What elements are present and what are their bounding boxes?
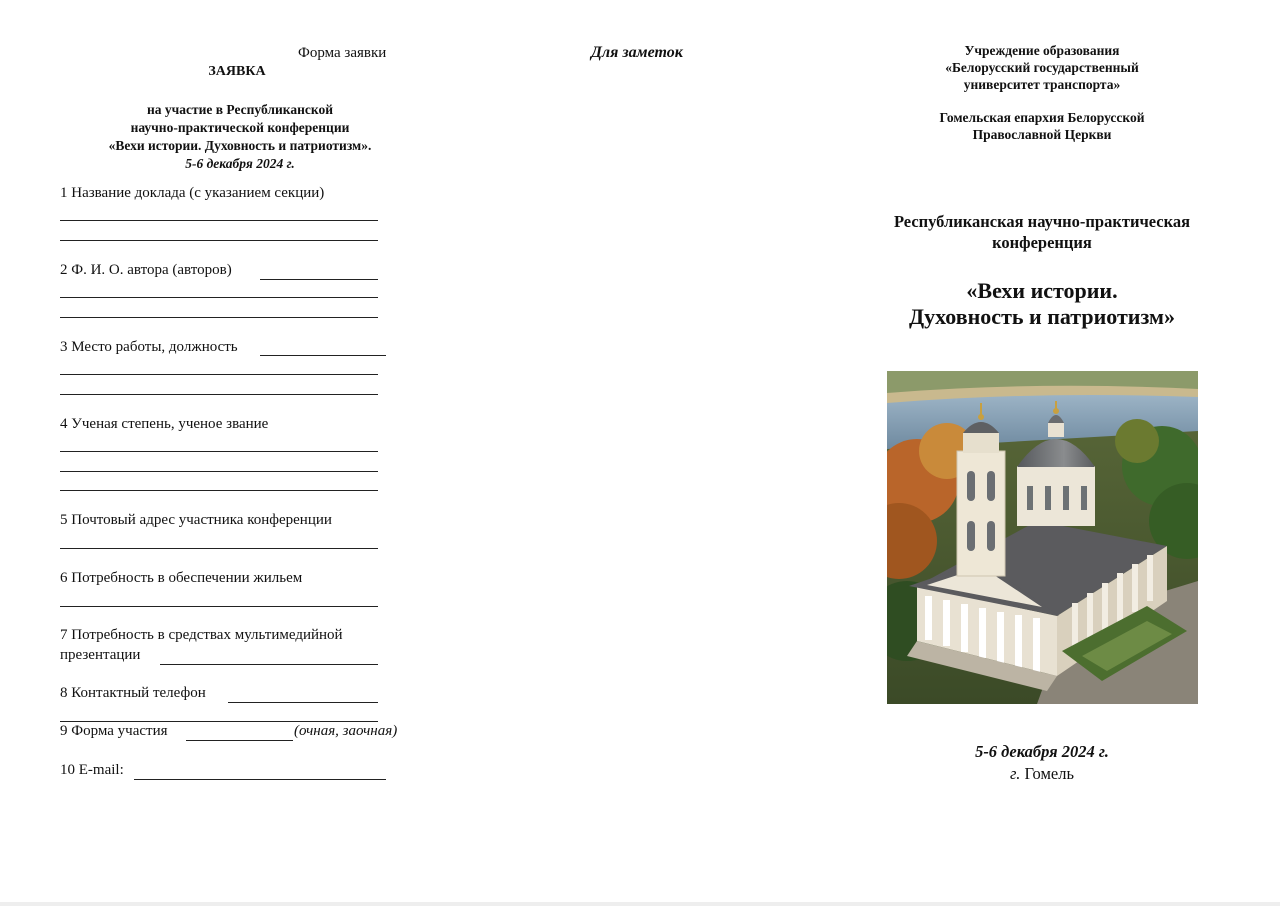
field-author-line[interactable] xyxy=(60,317,378,318)
eparchy-line: Гомельская епархия Белорусской xyxy=(939,110,1145,125)
field-housing-label: 6 Потребность в обеспечении жильем xyxy=(60,570,303,586)
title-line: «Вехи истории. xyxy=(966,278,1118,303)
title-line: Духовность и патриотизм» xyxy=(909,304,1175,329)
field-address-line[interactable] xyxy=(60,548,378,549)
field-author-line[interactable] xyxy=(60,297,378,298)
subheading-line: «Вехи истории. Духовность и патриотизм». xyxy=(108,138,372,153)
field-workplace-line[interactable] xyxy=(60,394,378,395)
field-phone-line[interactable] xyxy=(228,702,378,703)
cathedral-illustration xyxy=(887,371,1198,704)
institution-line: Учреждение образования xyxy=(964,43,1120,58)
field-phone-label: 8 Контактный телефон xyxy=(60,685,206,701)
institution-line: «Белорусский государственный xyxy=(945,60,1139,75)
field-multimedia-line[interactable] xyxy=(160,664,378,665)
page-bottom-edge xyxy=(0,902,1280,906)
eparchy-block xyxy=(882,109,1202,143)
field-participation-label: 9 Форма участия xyxy=(60,723,168,739)
eparchy-line: Православной Церкви xyxy=(972,127,1112,142)
subheading-line: научно-практической конференции xyxy=(130,120,350,135)
form-subheading xyxy=(70,101,410,173)
field-email-label: 10 E-mail: xyxy=(60,762,124,778)
field-participation-line[interactable] xyxy=(186,740,293,741)
subheading-line: на участие в Республиканской xyxy=(146,102,333,117)
cathedral-photo xyxy=(887,371,1198,704)
form-heading: ЗАЯВКА xyxy=(208,64,266,79)
field-degree-line[interactable] xyxy=(60,490,378,491)
field-report-title-line[interactable] xyxy=(60,220,378,221)
field-multimedia-label: 7 Потребность в средствах мультимедийной xyxy=(60,627,343,643)
city-prefix: г. xyxy=(1009,764,1021,783)
field-report-title-label: 1 Название доклада (с указанием секции) xyxy=(60,185,325,201)
conference-line: конференция xyxy=(992,233,1092,252)
field-participation-hint: (очная, заочная) xyxy=(294,723,398,739)
field-housing-line[interactable] xyxy=(60,606,378,607)
institution-line: университет транспорта» xyxy=(963,77,1121,92)
field-address-label: 5 Почтовый адрес участника конференции xyxy=(60,512,332,528)
field-report-title-line[interactable] xyxy=(60,240,378,241)
cover-city xyxy=(862,764,1222,784)
field-email-line[interactable] xyxy=(134,779,386,780)
field-degree-line[interactable] xyxy=(60,451,378,452)
field-workplace-line[interactable] xyxy=(260,355,386,356)
field-degree-label: 4 Ученая степень, ученое звание xyxy=(60,416,269,432)
field-author-line[interactable] xyxy=(260,279,378,280)
field-workplace-label: 3 Место работы, должность xyxy=(60,339,238,355)
cover-dates: 5-6 декабря 2024 г. xyxy=(975,742,1109,761)
form-caption: Форма заявки xyxy=(298,45,387,61)
field-phone-line[interactable] xyxy=(60,721,378,722)
institution-block xyxy=(882,42,1202,93)
field-degree-line[interactable] xyxy=(60,471,378,472)
city-name: Гомель xyxy=(1024,764,1075,783)
field-multimedia-label-2: презентации xyxy=(60,647,141,663)
conference-title xyxy=(862,278,1222,330)
conference-type xyxy=(862,211,1222,253)
field-author-label: 2 Ф. И. О. автора (авторов) xyxy=(60,262,232,278)
notes-title: Для заметок xyxy=(591,44,683,61)
field-workplace-line[interactable] xyxy=(60,374,378,375)
conference-line: Республиканская научно-практическая xyxy=(893,212,1191,231)
subheading-dates: 5-6 декабря 2024 г. xyxy=(185,156,295,171)
